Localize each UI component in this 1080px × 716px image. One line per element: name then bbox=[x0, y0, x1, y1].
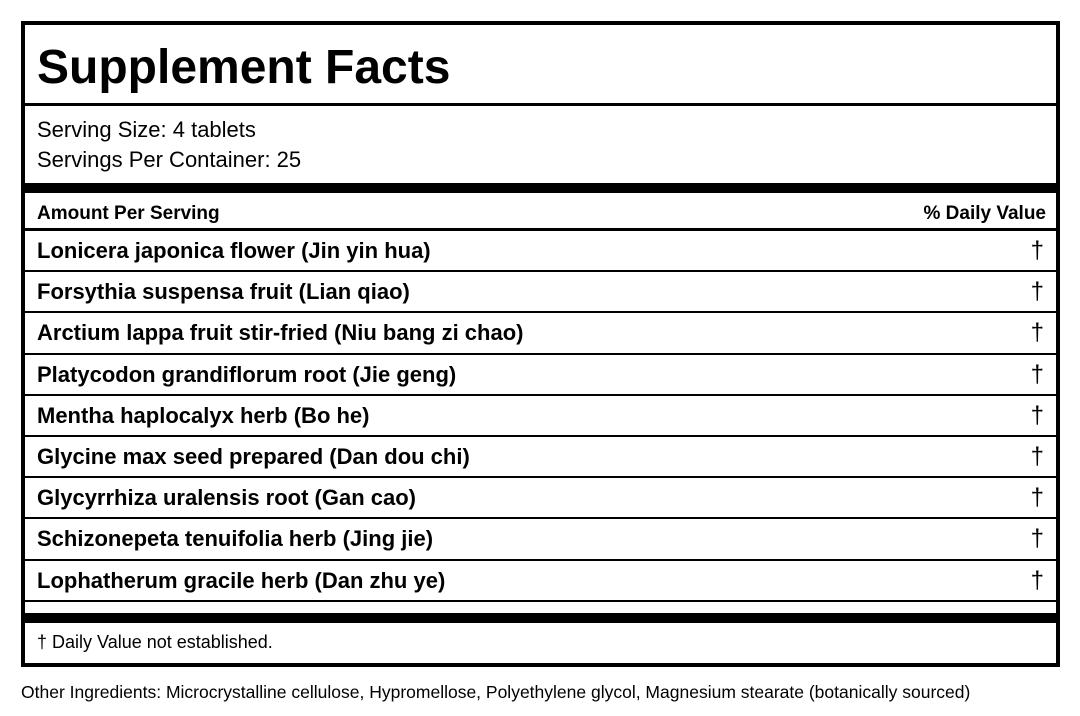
serving-size: Serving Size: 4 tablets bbox=[37, 117, 256, 142]
ingredient-row bbox=[25, 231, 1056, 272]
ingredient-daily-value: † bbox=[1030, 484, 1044, 512]
ingredient-name: Forsythia suspensa fruit (Lian qiao) bbox=[37, 279, 410, 305]
ingredient-row bbox=[25, 561, 1056, 602]
ingredient-name: Platycodon grandiflorum root (Jie geng) bbox=[37, 361, 457, 387]
servings-per-container: Servings Per Container: 25 bbox=[37, 147, 302, 172]
ingredient-row bbox=[25, 355, 1056, 396]
title-divider bbox=[25, 103, 1056, 106]
ingredient-name: Arctium lappa fruit stir-fried (Niu bang zi chao) bbox=[37, 320, 524, 346]
column-header-row bbox=[25, 199, 1056, 229]
ingredient-row bbox=[25, 437, 1056, 478]
supplement-facts-panel bbox=[21, 21, 1060, 667]
ingredient-daily-value: † bbox=[1030, 401, 1044, 429]
ingredient-name: Glycyrrhiza uralensis root (Gan cao) bbox=[37, 485, 417, 511]
ingredient-row bbox=[25, 272, 1056, 313]
ingredient-name: Glycine max seed prepared (Dan dou chi) bbox=[37, 443, 470, 469]
ingredient-daily-value: † bbox=[1030, 525, 1044, 553]
ingredient-daily-value: † bbox=[1030, 442, 1044, 470]
ingredient-list bbox=[25, 231, 1056, 602]
ingredient-daily-value: † bbox=[1030, 360, 1044, 388]
ingredient-daily-value: † bbox=[1030, 319, 1044, 347]
ingredient-name: Mentha haplocalyx herb (Bo he) bbox=[37, 402, 370, 428]
ingredient-daily-value: † bbox=[1030, 566, 1044, 594]
thick-divider-top bbox=[25, 183, 1056, 193]
thick-divider-bottom bbox=[25, 613, 1056, 623]
daily-value-footnote: † Daily Value not established. bbox=[37, 632, 273, 652]
panel-title: Supplement Facts bbox=[37, 41, 451, 94]
ingredient-name: Schizonepeta tenuifolia herb (Jing jie) bbox=[37, 526, 434, 552]
other-ingredients: Other Ingredients: Microcrystalline cellulose, Hypromellose, Polyethylene glycol, Magnesium stearate (botanically sourced) bbox=[21, 682, 971, 702]
ingredient-daily-value: † bbox=[1030, 237, 1044, 264]
amount-per-serving-header: Amount Per Serving bbox=[37, 203, 220, 224]
ingredient-daily-value: † bbox=[1030, 278, 1044, 306]
ingredient-name: Lonicera japonica flower (Jin yin hua) bbox=[37, 238, 431, 263]
daily-value-header: % Daily Value bbox=[923, 203, 1046, 224]
ingredient-name: Lophatherum gracile herb (Dan zhu ye) bbox=[37, 567, 446, 593]
ingredient-row bbox=[25, 478, 1056, 519]
ingredient-row bbox=[25, 396, 1056, 437]
ingredient-row bbox=[25, 313, 1056, 354]
ingredient-row bbox=[25, 519, 1056, 560]
